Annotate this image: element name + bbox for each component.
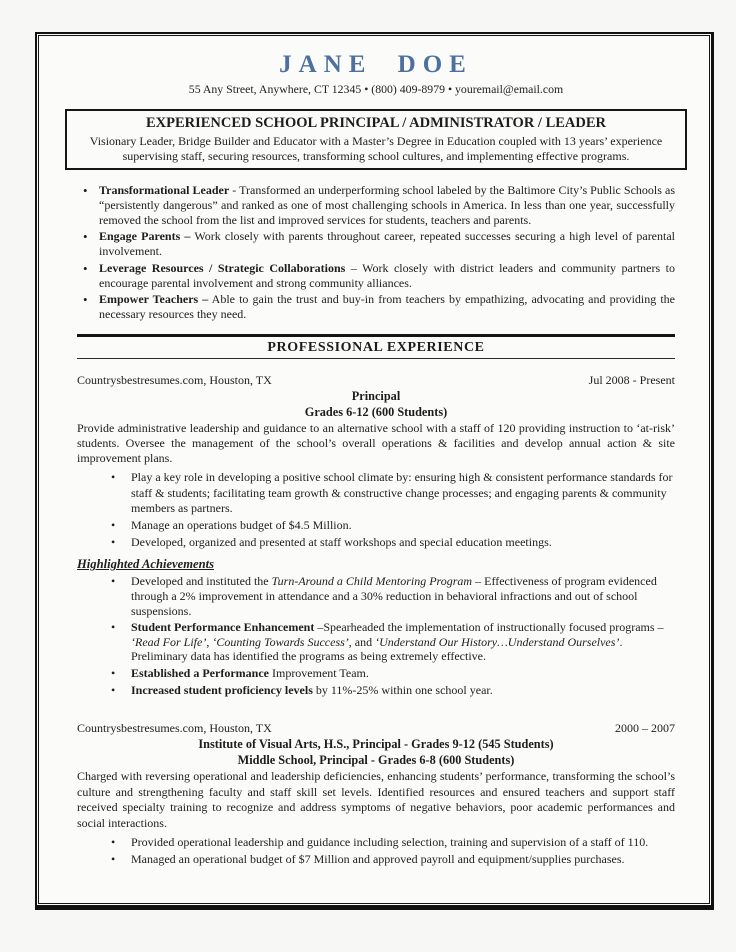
job-dates: Jul 2008 - Present [588, 373, 675, 388]
highlight-item [77, 261, 675, 291]
resume-name: JANE DOE [279, 51, 473, 78]
achievement-item [77, 620, 675, 664]
job-bullets-list [77, 835, 675, 867]
job-bullet: • Developed, organized and presented at staff workshops and special education meetings. [77, 535, 675, 550]
job-dates: 2000 – 2007 [615, 721, 675, 736]
job-bullet: • Provided operational leadership and guidance including selection, training and supervision of a staff of 110. [77, 835, 675, 850]
achievement-item [77, 574, 675, 618]
section-heading-professional-experience: PROFESSIONAL EXPERIENCE [77, 334, 675, 359]
highlights-list [77, 183, 675, 323]
achievement-text: – Effectiveness of program evidenced through a 2% improvement in attendance and a 30% reduction in behavioral infractions and out of school suspensions. [131, 574, 657, 618]
achievement-lead: Increased student proficiency levels [131, 682, 313, 697]
achievement-text: –Spearheaded the implementation of instructionally focused programs – [314, 620, 664, 635]
achievement-text: , and [348, 634, 376, 649]
page-border-frame [35, 32, 714, 910]
contact-line: 55 Any Street, Anywhere, CT 12345 • (800) 409-8979 • youremail@email.com [188, 82, 564, 96]
achievement-lead: Established a Performance [131, 666, 269, 680]
job-header-row [77, 373, 675, 388]
achievement-program-name: Turn-Around a Child Mentoring Program [271, 574, 473, 589]
job-summary: Provide administrative leadership and guidance to an alternative school with a staff of 120 providing instruction to ‘at-risk’ students. Oversee the management of the school’s overall operations & facilities and develop annual action & site improvement plans. [77, 421, 675, 466]
job-subtitle: Grades 6-12 (600 Students) [304, 405, 448, 420]
job-bullet: • Managed an operational budget of $7 Million and approved payroll and equipment/supplies purchases. [77, 852, 675, 867]
job-bullets-list [77, 470, 675, 550]
employer-name: Countrysbestresumes.com, Houston, TX [77, 721, 272, 736]
job-title: Institute of Visual Arts, H.S., Principal - Grades 9-12 (545 Students) [198, 737, 554, 752]
achievement-program-name: ‘Read For Life’ [131, 634, 207, 649]
highlight-item [77, 292, 675, 322]
achievements-heading: Highlighted Achievements [77, 557, 215, 572]
highlight-lead: Transformational Leader [99, 182, 230, 197]
highlight-lead: Empower Teachers – [99, 292, 209, 307]
achievement-text: Developed and instituted the [131, 574, 272, 589]
achievement-text: . Preliminary data has identified the programs as being extremely effective. [131, 634, 623, 664]
summary-box [65, 109, 687, 170]
highlight-text: Able to gain the trust and buy-in from teachers by empathizing, advocating and providing the necessary resources they need. [99, 292, 675, 322]
job-subtitle: Middle School, Principal - Grades 6-8 (600 Students) [237, 753, 515, 768]
highlight-lead: Engage Parents – [99, 229, 191, 244]
achievements-list [77, 574, 675, 697]
highlight-item [77, 229, 675, 259]
achievement-item [77, 683, 675, 698]
achievement-text: Improvement Team. [268, 666, 369, 680]
employer-name: Countrysbestresumes.com, Houston, TX [77, 373, 272, 388]
achievement-text: by 11%-25% within one school year. [312, 682, 493, 697]
achievement-text: , [206, 634, 213, 649]
job-summary: Charged with reversing operational and leadership deficiencies, enhancing students’ performance, transforming the school’s culture and strengthening faculty and staff skill set levels. Identified resources and ensured teachers and support staff received specialty training to recognize and address symptoms of negative behaviors, poor academic performances and social interactions. [77, 769, 675, 830]
achievement-lead: Student Performance Enhancement [131, 620, 315, 635]
job-title: Principal [351, 389, 401, 404]
job-header-row [77, 721, 675, 736]
summary-box-title: EXPERIENCED SCHOOL PRINCIPAL / ADMINISTRATOR / LEADER [145, 115, 607, 131]
highlight-text: Work closely with parents throughout career, repeated successes securing a high level of parental involvement. [99, 229, 676, 259]
achievement-program-name: ‘Understand Our History…Understand Ourselves’ [375, 634, 620, 649]
job-bullet: • Manage an operations budget of $4.5 Million. [77, 518, 675, 533]
achievement-item [77, 666, 675, 681]
highlight-lead: Leverage Resources / Strategic Collaborations [99, 260, 346, 275]
summary-box-body: Visionary Leader, Bridge Builder and Educator with a Master’s Degree in Education coupled with 13 years’ experience supervising staff, securing resources, transforming school cultures, and implementing effective programs. [89, 134, 663, 163]
highlight-text: - Transformed an underperforming school labeled by the Baltimore City’s Public Schools as “persistently dangerous” and ranked as one of most challenging schools in America. In less than one year, successfully removed the school from the list and improved services for students, teachers and parents. [99, 182, 675, 227]
job-bullet: • Play a key role in developing a positive school climate by: ensuring high & consistent performance standards for staff & students; facilitating team growth & constructive change processes; and engaging parents & community members as partners. [77, 470, 675, 516]
highlight-item [77, 183, 675, 229]
highlight-text: – Work closely with district leaders and community partners to encourage parental involvement and strong community alliances. [99, 260, 675, 290]
resume-page [38, 35, 710, 904]
achievement-program-name: ‘Counting Towards Success’ [212, 634, 349, 649]
